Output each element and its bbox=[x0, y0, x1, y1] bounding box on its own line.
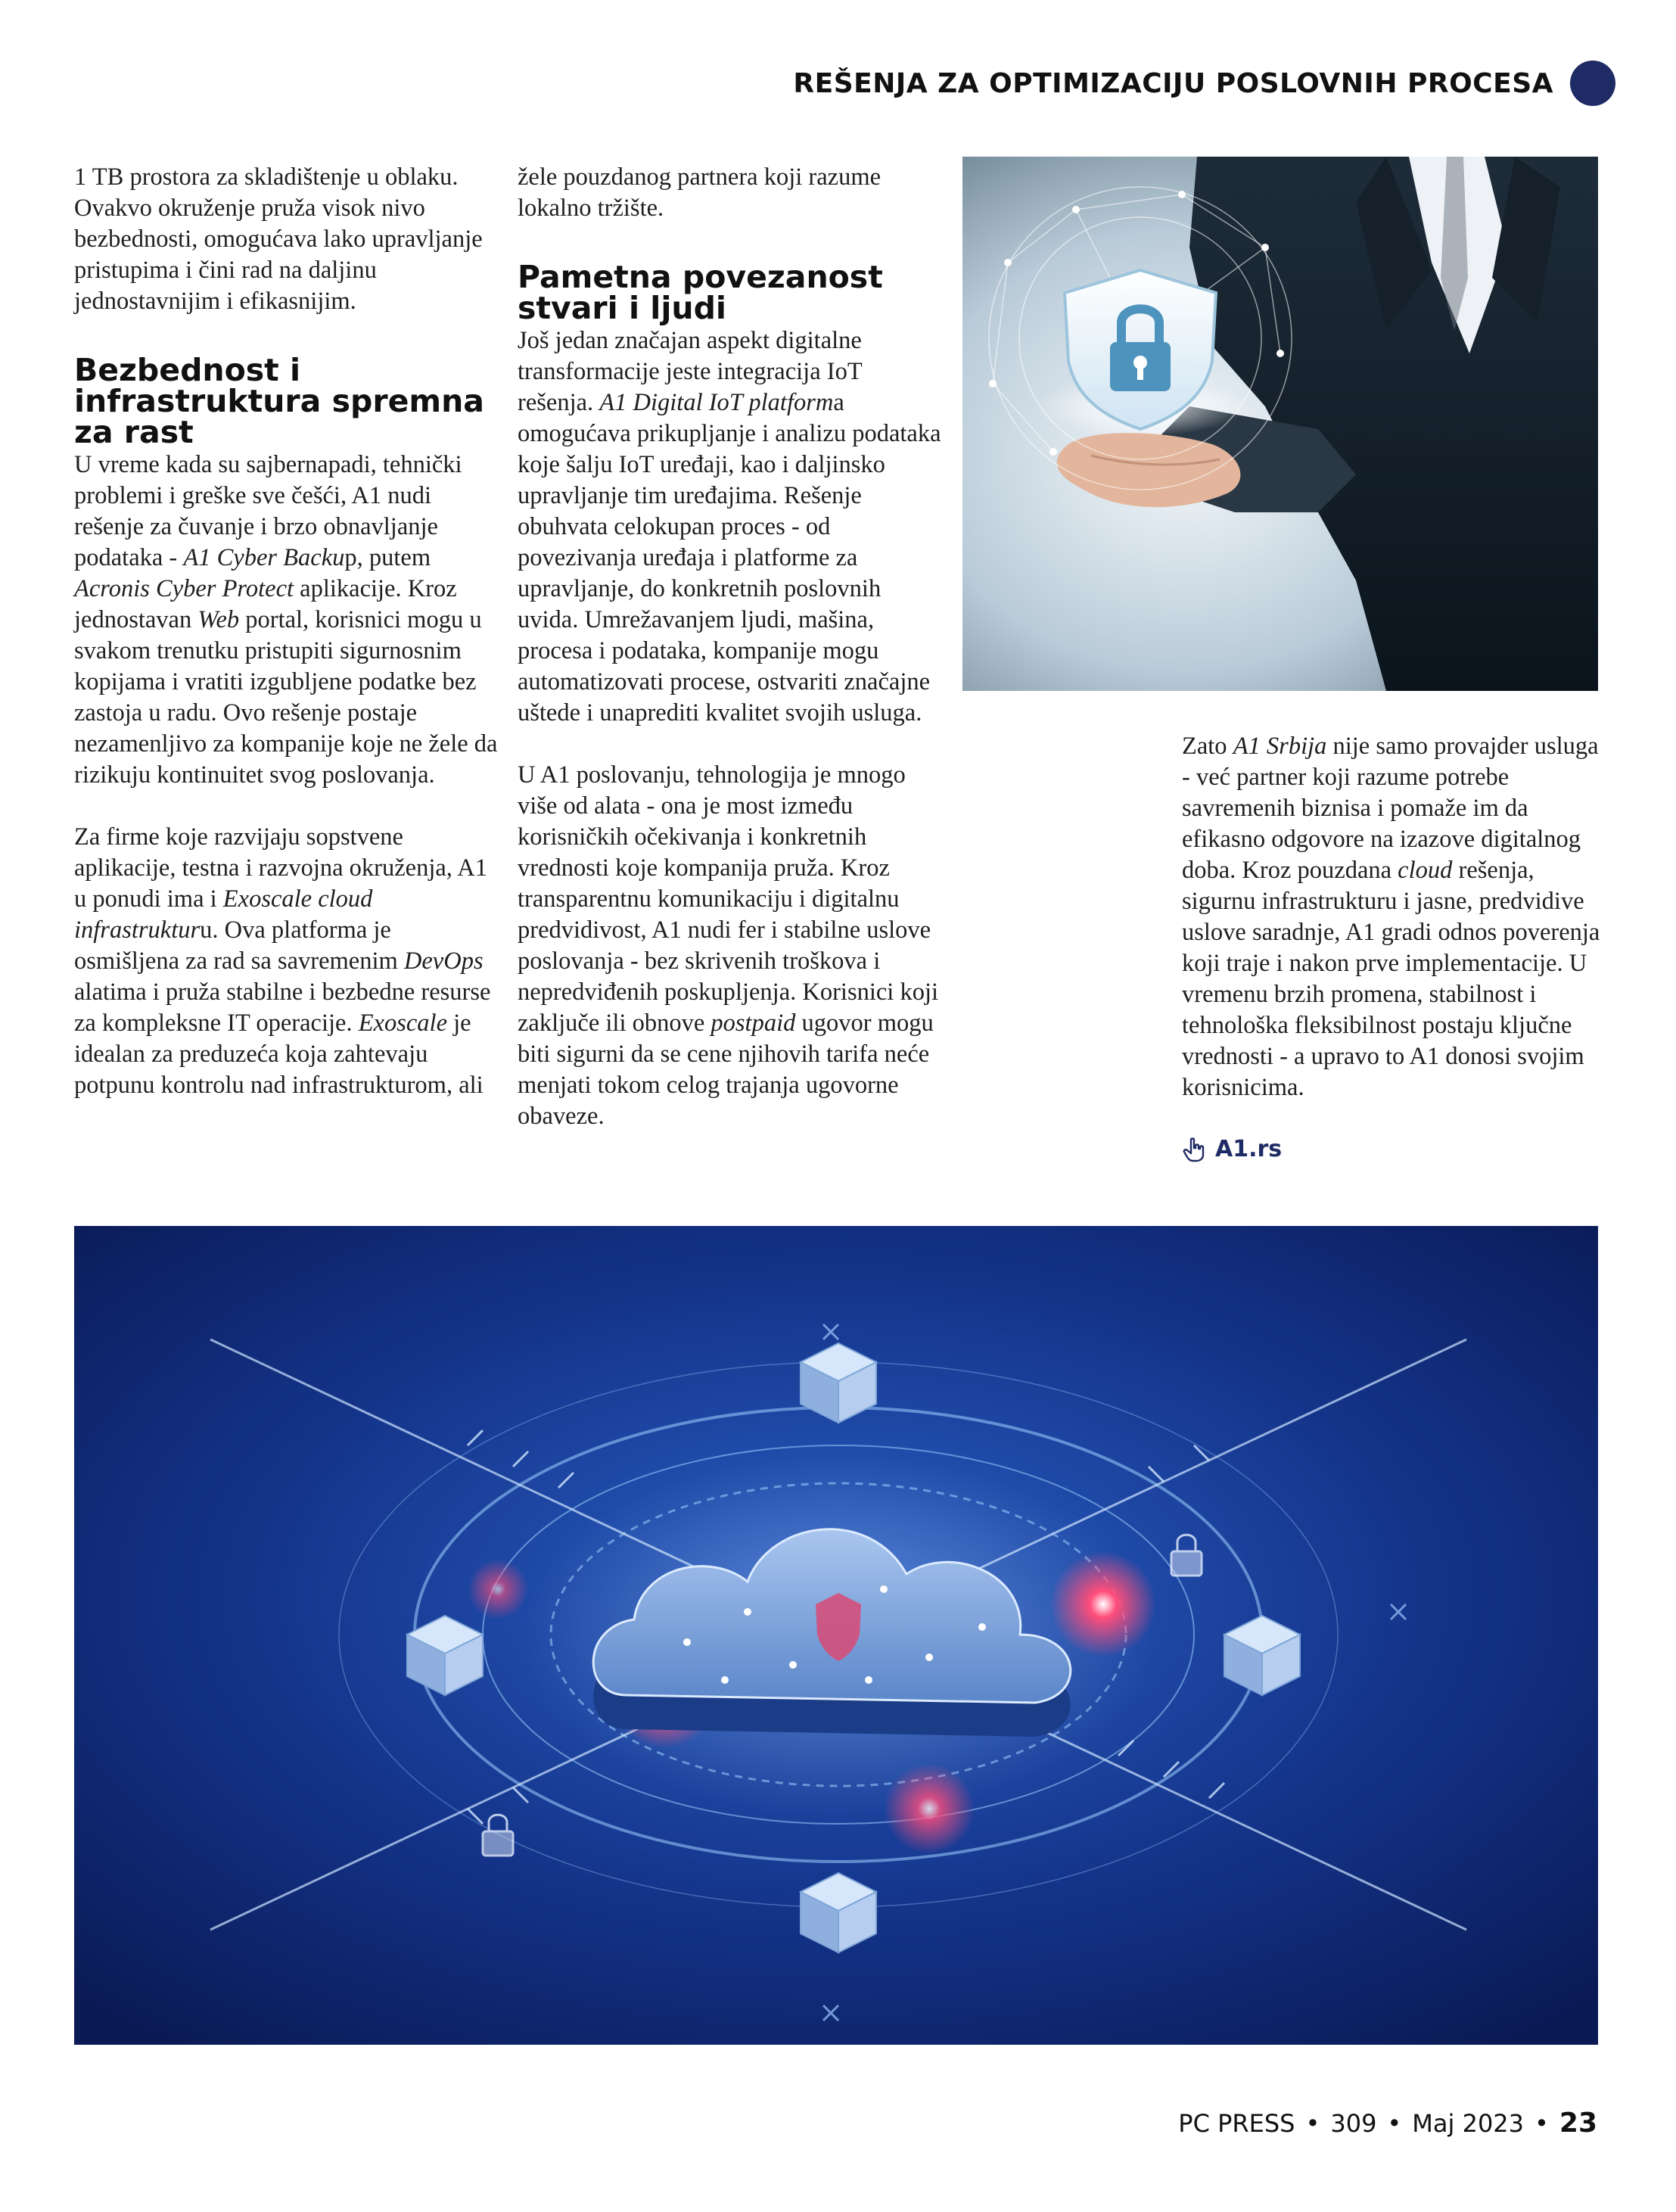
photo-businessman-lock bbox=[962, 157, 1598, 691]
article-column-2 bbox=[518, 162, 941, 1132]
cloud-security-illustration bbox=[74, 1226, 1598, 2045]
pointer-hand-icon bbox=[1182, 1137, 1208, 1162]
column2-paragraph-1: Još jedan značajan aspekt digitalne transformacije jeste integracija IoT rešenja. A1 Digital IoT platforma omogućava prikupljanje i analizu podataka koje šalju IoT uređaji, kao i daljinsko upravljanje tim uređajima. Rešenje obuhvata celokupan proces - od povezivanja uređaja i platforme za upravljanje, do konkretnih poslovnih uvida. Umrežavanjem ljudi, mašina, procesa i podataka, kompanije mogu automatizovati procese, ostvariti značajne uštede i unaprediti kvalitet svojih usluga. bbox=[518, 327, 941, 726]
source-link[interactable] bbox=[1182, 1134, 1606, 1165]
footer-date: Maj 2023 bbox=[1412, 2109, 1525, 2138]
footer-issue: 309 bbox=[1330, 2109, 1377, 2138]
column3-paragraph-1: Zato A1 Srbija nije samo provajder usluga - već partner koji razume potrebe savremenih biznisa i pomaže im da efikasno odgovore na izazove digitalnog doba. Kroz pouzdana cloud rešenja, sigurnu infrastrukturu i jasne, predvidive uslove saradnje, A1 gradi odnos poverenja koji traje i nakon prve implementacije. U vremenu brzih promena, stabilnost i tehnološka fleksibilnost postaju ključne vrednosti - a upravo to A1 donosi svojim korisnicima. bbox=[1182, 733, 1600, 1101]
column1-intro: 1 TB prostora za skladištenje u oblaku. Ovakvo okruženje pruža visok nivo bezbednosti, omogućava lako upravljanje pristupima i čini rad na daljinu jednostavnijim i efikasnijim. bbox=[74, 163, 483, 315]
heading-iot: Pametna povezanost stvari i ljudi bbox=[518, 259, 883, 326]
source-link-text[interactable]: A1.rs bbox=[1215, 1136, 1283, 1162]
section-title: REŠENJA ZA OPTIMIZACIJU POSLOVNIH PROCESA bbox=[793, 67, 1553, 99]
footer-separator: • bbox=[1535, 2109, 1549, 2138]
column1-paragraph-2: Za firme koje razvijaju sopstvene aplikacije, testna i razvojna okruženja, A1 u ponudi ima i Exoscale cloud infrastrukturu. Ova platforma je osmišljena za rad sa savremenim DevOps alatima i pruža stabilne i bezbedne resurse za kompleksne IT operacije. Exoscale je idealan za preduzeća koja zahtevaju potpunu kontrolu nad infrastrukturom, ali bbox=[74, 823, 491, 1099]
article-column-1 bbox=[74, 162, 498, 1101]
column1-paragraph-1: U vreme kada su sajbernapadi, tehnički problemi i greške sve češći, A1 nudi rešenje za čuvanje i brzo obnavljanje podataka - A1 Cyber Backup, putem Acronis Cyber Protect aplikacije. Kroz jednostavan Web portal, korisnici mogu u svakom trenutku pristupiti sigurnosnim kopijama i vratiti izgubljene podatke bez zastoja u radu. Ovo rešenje postaje nezamenljivo za kompanije koje ne žele da rizikuju kontinuitet svog poslovanja. bbox=[74, 451, 498, 789]
footer-separator: • bbox=[1387, 2109, 1402, 2138]
heading-security: Bezbednost i infrastruktura spremna za rast bbox=[74, 352, 484, 450]
photo-cloud-security bbox=[74, 1226, 1598, 2045]
footer-separator: • bbox=[1305, 2109, 1320, 2138]
column2-paragraph-2: U A1 poslovanju, tehnologija je mnogo više od alata - ona je most između korisničkih očekivanja i konkretnih vrednosti koje kompanija pruža. Kroz transparentnu komunikaciju i digitalnu predvidivost, A1 nudi fer i stabilne uslove poslovanja - bez skrivenih troškova i nepredviđenih poskupljenja. Korisnici koji zaključe ili obnove postpaid ugovor mogu biti sigurni da se cene njihovih tarifa neće menjati tokom celog trajanja ugovorne obaveze. bbox=[518, 761, 939, 1130]
section-header bbox=[793, 53, 1615, 114]
article-column-3 bbox=[1182, 731, 1606, 1165]
page-footer bbox=[1178, 2108, 1597, 2139]
footer-magazine: PC PRESS bbox=[1178, 2109, 1295, 2138]
column2-intro: žele pouzdanog partnera koji razume lokalno tržište. bbox=[518, 163, 882, 222]
businessman-lock-illustration bbox=[962, 157, 1598, 691]
page-number: 23 bbox=[1559, 2108, 1597, 2139]
section-dot-icon bbox=[1570, 61, 1615, 106]
